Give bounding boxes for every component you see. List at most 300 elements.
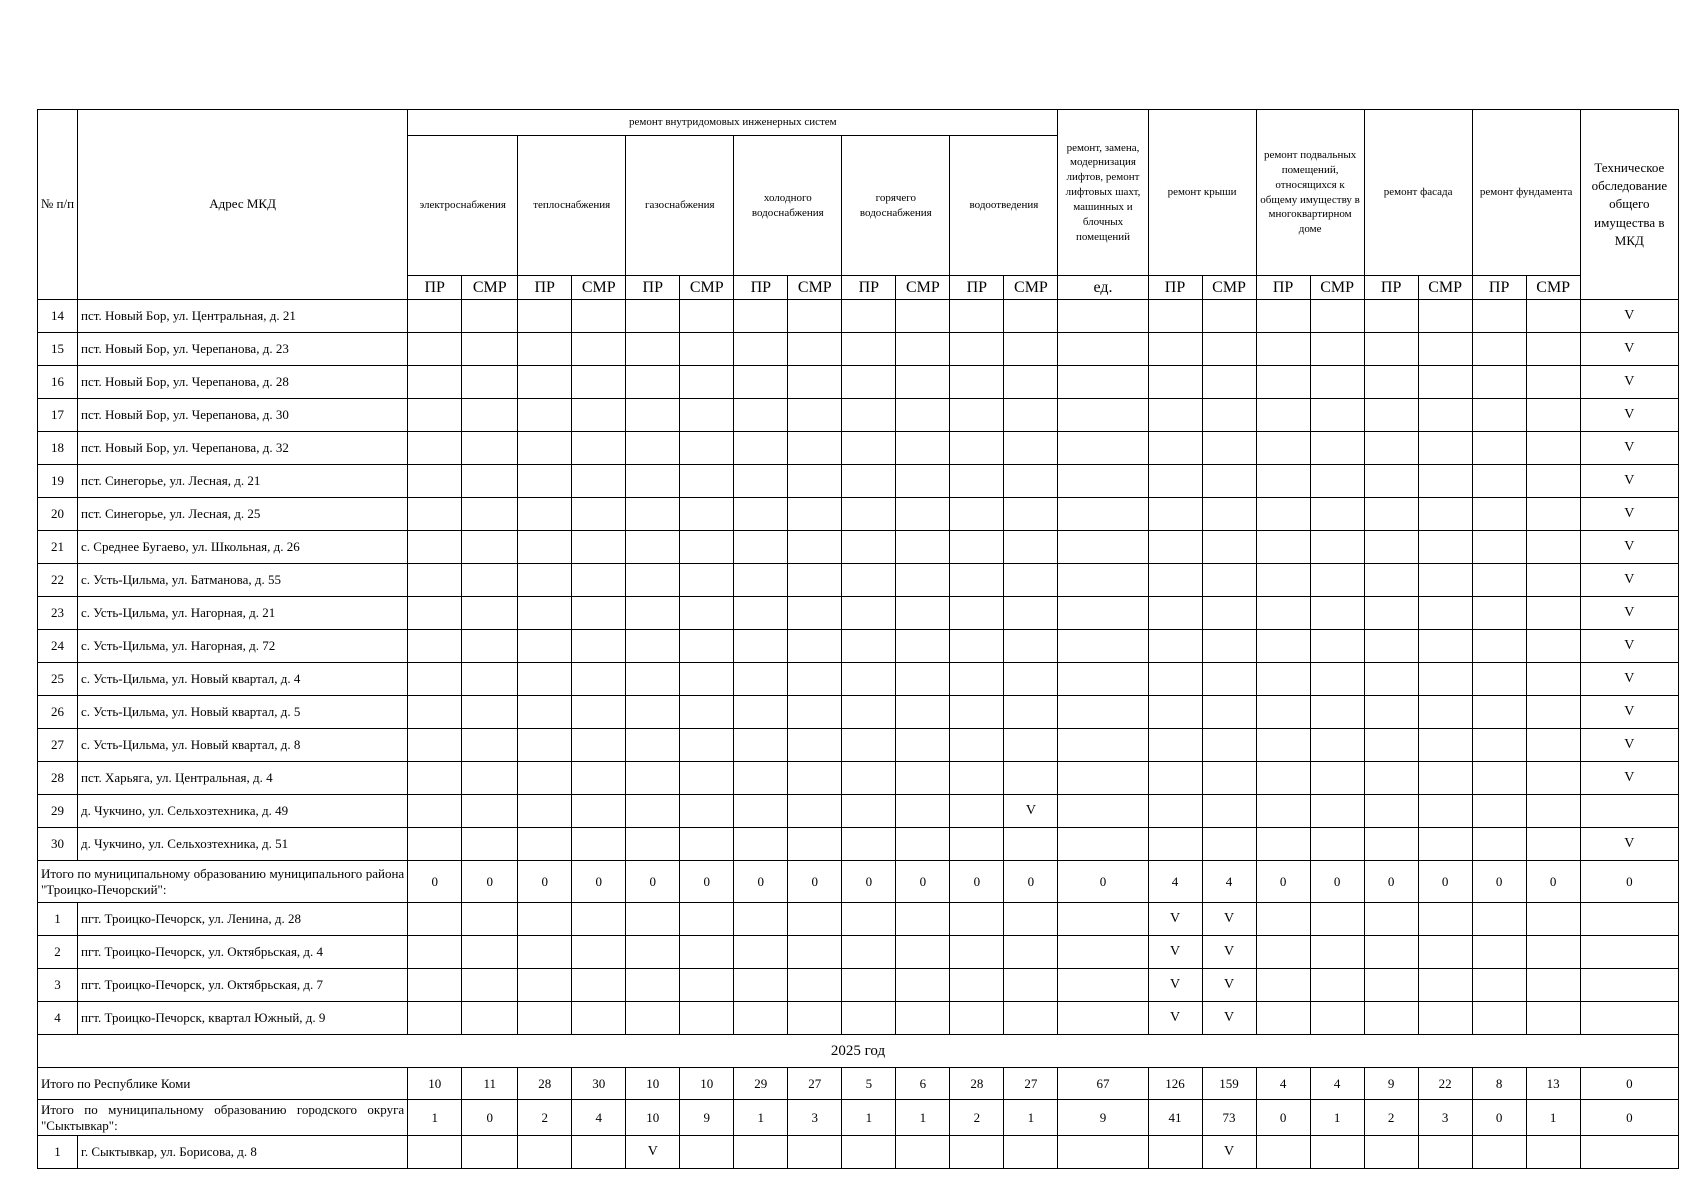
total-syktyvkar-row-value: 41 (1148, 1100, 1202, 1136)
row-cell (626, 936, 680, 969)
row-cell (626, 432, 680, 465)
row-cell (734, 333, 788, 366)
row-cell (518, 630, 572, 663)
row-cell (408, 597, 462, 630)
row-cell (1202, 531, 1256, 564)
row-cell (572, 936, 626, 969)
total-syktyvkar-row-value: 0 (1472, 1100, 1526, 1136)
row-cell (896, 729, 950, 762)
row-cell (734, 564, 788, 597)
row-cell (842, 762, 896, 795)
row-cell: V (1580, 828, 1678, 861)
row-cell (518, 333, 572, 366)
subheader-pr: ПР (950, 276, 1004, 300)
subheader-smr: СМР (1310, 276, 1364, 300)
row-cell (842, 432, 896, 465)
row-cell (734, 1136, 788, 1169)
row-cell (1526, 969, 1580, 1002)
total-troitsko-row-value: 0 (408, 861, 462, 903)
row-cell (572, 663, 626, 696)
row-cell (572, 903, 626, 936)
total-komi-row-value: 10 (626, 1068, 680, 1100)
row-cell (626, 903, 680, 936)
row-cell (896, 762, 950, 795)
row-cell (518, 1136, 572, 1169)
total-syktyvkar-row-value: 1 (734, 1100, 788, 1136)
row-cell (734, 432, 788, 465)
row-cell (1058, 366, 1148, 399)
row-cell (842, 564, 896, 597)
total-komi-row-value: 13 (1526, 1068, 1580, 1100)
row-cell (1472, 564, 1526, 597)
total-syktyvkar-row-value: 9 (680, 1100, 734, 1136)
row-cell (734, 762, 788, 795)
row-cell: V (1580, 366, 1678, 399)
row-cell: V (1580, 432, 1678, 465)
row-cell (1310, 969, 1364, 1002)
row-cell (788, 597, 842, 630)
row-cell (572, 333, 626, 366)
header-address: Адрес МКД (78, 110, 408, 300)
row-cell (842, 1002, 896, 1035)
row-cell (1256, 1136, 1310, 1169)
row-cell (896, 300, 950, 333)
row-cell (842, 597, 896, 630)
table-row (38, 597, 1679, 630)
row-cell: V (1580, 399, 1678, 432)
row-cell (1418, 663, 1472, 696)
subheader-units: ед. (1058, 276, 1148, 300)
row-cell (896, 663, 950, 696)
row-address: д. Чукчино, ул. Сельхозтехника, д. 51 (78, 828, 408, 861)
subheader-smr: СМР (896, 276, 950, 300)
row-cell (518, 564, 572, 597)
row-cell (788, 300, 842, 333)
total-komi-row-value: 5 (842, 1068, 896, 1100)
row-cell (572, 498, 626, 531)
total-troitsko-row-value: 0 (1364, 861, 1418, 903)
subheader-pr: ПР (408, 276, 462, 300)
row-cell (1472, 729, 1526, 762)
row-cell (950, 795, 1004, 828)
row-cell (572, 795, 626, 828)
row-cell (680, 903, 734, 936)
header-basement: ремонт подвальных помещений, относящихся к общему имуществу в многоквартирном доме (1256, 110, 1364, 276)
row-cell: V (1202, 969, 1256, 1002)
row-cell (462, 696, 518, 729)
row-cell (788, 399, 842, 432)
total-komi-row-value: 10 (680, 1068, 734, 1100)
row-cell (1472, 1136, 1526, 1169)
subheader-pr: ПР (734, 276, 788, 300)
row-cell (1526, 465, 1580, 498)
row-cell (1364, 366, 1418, 399)
row-cell: V (1004, 795, 1058, 828)
header-system-hot-water: горячего водоснабжения (842, 136, 950, 276)
subheader-pr: ПР (1256, 276, 1310, 300)
row-cell (680, 597, 734, 630)
row-cell (680, 828, 734, 861)
row-cell: V (626, 1136, 680, 1169)
row-cell (1472, 903, 1526, 936)
total-syktyvkar-row-value: 73 (1202, 1100, 1256, 1136)
row-cell (950, 300, 1004, 333)
table-row (38, 399, 1679, 432)
row-cell (734, 729, 788, 762)
row-number: 1 (38, 1136, 78, 1169)
total-syktyvkar-row-value: 1 (1526, 1100, 1580, 1136)
row-cell (950, 903, 1004, 936)
row-cell (1364, 300, 1418, 333)
table-body (38, 300, 1679, 1169)
row-cell (518, 300, 572, 333)
row-cell (1526, 828, 1580, 861)
subheader-pr: ПР (1364, 276, 1418, 300)
row-number: 27 (38, 729, 78, 762)
row-cell (950, 366, 1004, 399)
row-cell (842, 465, 896, 498)
row-cell (408, 696, 462, 729)
row-cell (626, 1002, 680, 1035)
row-cell (1004, 729, 1058, 762)
row-cell (1418, 969, 1472, 1002)
total-komi-row-value: 29 (734, 1068, 788, 1100)
row-address: пст. Новый Бор, ул. Черепанова, д. 28 (78, 366, 408, 399)
row-cell (462, 366, 518, 399)
row-cell (1058, 1002, 1148, 1035)
row-cell (408, 903, 462, 936)
total-komi-row-value: 30 (572, 1068, 626, 1100)
row-cell (518, 828, 572, 861)
row-cell (1310, 903, 1364, 936)
row-cell (1310, 696, 1364, 729)
row-cell (680, 969, 734, 1002)
row-cell (1472, 498, 1526, 531)
row-cell (1580, 1136, 1678, 1169)
row-cell (842, 729, 896, 762)
row-cell (1148, 465, 1202, 498)
total-syktyvkar-row-value: 1 (842, 1100, 896, 1136)
row-cell (788, 663, 842, 696)
table-row (38, 762, 1679, 795)
table-row (38, 1002, 1679, 1035)
row-cell (842, 630, 896, 663)
row-cell (1310, 795, 1364, 828)
row-cell (896, 1136, 950, 1169)
row-address: с. Усть-Цильма, ул. Нагорная, д. 72 (78, 630, 408, 663)
row-address: с. Усть-Цильма, ул. Новый квартал, д. 4 (78, 663, 408, 696)
row-cell (1256, 333, 1310, 366)
row-cell (680, 465, 734, 498)
row-cell (1310, 828, 1364, 861)
row-cell (896, 936, 950, 969)
row-cell (626, 663, 680, 696)
row-cell (842, 696, 896, 729)
row-cell (734, 300, 788, 333)
total-komi-row-value: 27 (1004, 1068, 1058, 1100)
row-cell (734, 969, 788, 1002)
row-cell (462, 531, 518, 564)
row-cell (1148, 531, 1202, 564)
row-cell (408, 969, 462, 1002)
row-cell (1004, 465, 1058, 498)
row-cell: V (1580, 498, 1678, 531)
table-row (38, 564, 1679, 597)
row-cell (626, 630, 680, 663)
row-cell (842, 333, 896, 366)
row-cell (680, 498, 734, 531)
header-system-drainage: водоотведения (950, 136, 1058, 276)
row-cell (572, 1136, 626, 1169)
total-komi-row-value: 28 (950, 1068, 1004, 1100)
row-cell: V (1580, 729, 1678, 762)
row-cell (1364, 531, 1418, 564)
row-cell (1256, 729, 1310, 762)
row-cell (1526, 432, 1580, 465)
row-cell (842, 795, 896, 828)
row-cell (1148, 762, 1202, 795)
row-cell (1310, 333, 1364, 366)
table-row (38, 300, 1679, 333)
row-cell (1148, 828, 1202, 861)
row-cell (788, 531, 842, 564)
row-cell (572, 366, 626, 399)
row-cell (1004, 531, 1058, 564)
row-cell (1256, 903, 1310, 936)
row-cell (626, 498, 680, 531)
row-address: пгт. Троицко-Печорск, ул. Ленина, д. 28 (78, 903, 408, 936)
row-cell (734, 903, 788, 936)
row-cell (1256, 795, 1310, 828)
row-cell (788, 936, 842, 969)
row-cell: V (1580, 663, 1678, 696)
row-cell (1202, 828, 1256, 861)
row-cell (1310, 564, 1364, 597)
row-cell (1202, 333, 1256, 366)
total-troitsko-row (38, 861, 1679, 903)
row-cell (734, 828, 788, 861)
row-cell (518, 1002, 572, 1035)
row-cell (1526, 795, 1580, 828)
row-cell (680, 366, 734, 399)
row-cell (1310, 729, 1364, 762)
total-troitsko-row-value: 0 (1004, 861, 1058, 903)
row-cell (896, 399, 950, 432)
row-cell (896, 597, 950, 630)
row-cell (1058, 936, 1148, 969)
row-cell (842, 969, 896, 1002)
row-cell (1004, 663, 1058, 696)
row-cell (1148, 1136, 1202, 1169)
row-cell (408, 795, 462, 828)
row-cell (1256, 828, 1310, 861)
row-address: с. Усть-Цильма, ул. Новый квартал, д. 5 (78, 696, 408, 729)
row-cell (1148, 399, 1202, 432)
row-cell (680, 663, 734, 696)
year-row (38, 1035, 1679, 1068)
total-komi-row-value: 159 (1202, 1068, 1256, 1100)
total-komi-row-value: 4 (1256, 1068, 1310, 1100)
row-cell (734, 597, 788, 630)
row-cell (1472, 432, 1526, 465)
row-cell (1418, 531, 1472, 564)
row-cell (680, 564, 734, 597)
table-row (38, 729, 1679, 762)
row-cell (896, 498, 950, 531)
row-cell: V (1148, 969, 1202, 1002)
row-address: пст. Синегорье, ул. Лесная, д. 21 (78, 465, 408, 498)
row-cell (1202, 399, 1256, 432)
repair-program-table (37, 109, 1679, 1169)
row-cell (462, 564, 518, 597)
row-cell (1058, 663, 1148, 696)
row-cell (1256, 564, 1310, 597)
row-cell (1058, 969, 1148, 1002)
row-cell (626, 969, 680, 1002)
row-cell (462, 498, 518, 531)
row-cell: V (1580, 696, 1678, 729)
row-cell (1310, 1136, 1364, 1169)
total-troitsko-row-value: 0 (518, 861, 572, 903)
row-cell (1004, 1002, 1058, 1035)
total-komi-row (38, 1068, 1679, 1100)
row-cell (462, 1002, 518, 1035)
table-row (38, 498, 1679, 531)
row-cell: V (1580, 465, 1678, 498)
row-cell (1310, 465, 1364, 498)
row-cell (1418, 432, 1472, 465)
total-komi-row-value: 0 (1580, 1068, 1678, 1100)
row-cell (518, 399, 572, 432)
row-cell (626, 333, 680, 366)
row-cell (1526, 1002, 1580, 1035)
row-cell (950, 564, 1004, 597)
row-cell (1364, 762, 1418, 795)
row-cell (896, 531, 950, 564)
row-cell (1058, 1136, 1148, 1169)
row-cell (788, 498, 842, 531)
row-cell (734, 663, 788, 696)
row-cell (734, 630, 788, 663)
row-cell (518, 936, 572, 969)
row-cell (1256, 1002, 1310, 1035)
row-cell (680, 333, 734, 366)
row-cell (1364, 1136, 1418, 1169)
row-cell (626, 795, 680, 828)
row-cell (462, 465, 518, 498)
row-cell (1004, 762, 1058, 795)
table-row (38, 969, 1679, 1002)
row-cell (462, 597, 518, 630)
row-cell (1256, 969, 1310, 1002)
row-cell: V (1202, 1136, 1256, 1169)
row-cell (1526, 531, 1580, 564)
row-cell (1364, 399, 1418, 432)
row-cell (1580, 969, 1678, 1002)
total-komi-row-value: 28 (518, 1068, 572, 1100)
row-cell (950, 432, 1004, 465)
row-cell (626, 300, 680, 333)
total-komi-row-value: 9 (1364, 1068, 1418, 1100)
total-syktyvkar-row-value: 9 (1058, 1100, 1148, 1136)
row-cell (1058, 564, 1148, 597)
row-cell (788, 795, 842, 828)
header-num: № п/п (38, 110, 78, 300)
row-number: 29 (38, 795, 78, 828)
row-cell (1526, 696, 1580, 729)
row-cell (1364, 432, 1418, 465)
row-cell (572, 432, 626, 465)
row-cell (1256, 936, 1310, 969)
total-troitsko-row-value: 4 (1202, 861, 1256, 903)
row-cell (1526, 366, 1580, 399)
row-cell (1310, 1002, 1364, 1035)
row-cell (842, 366, 896, 399)
total-syktyvkar-row-value: 3 (788, 1100, 842, 1136)
row-cell (1472, 300, 1526, 333)
table-row (38, 531, 1679, 564)
total-syktyvkar-row-value: 2 (1364, 1100, 1418, 1136)
row-cell (950, 936, 1004, 969)
header-foundation: ремонт фундамента (1472, 110, 1580, 276)
row-cell (1148, 597, 1202, 630)
row-cell (788, 333, 842, 366)
subheader-smr: СМР (1526, 276, 1580, 300)
row-cell (950, 597, 1004, 630)
total-syktyvkar-row-value: 10 (626, 1100, 680, 1136)
row-cell (1310, 936, 1364, 969)
row-cell (950, 969, 1004, 1002)
row-cell (462, 903, 518, 936)
row-cell (1058, 300, 1148, 333)
row-cell (1526, 663, 1580, 696)
total-syktyvkar-row-value: 0 (1580, 1100, 1678, 1136)
row-address: пгт. Троицко-Печорск, ул. Октябрьская, д. 7 (78, 969, 408, 1002)
row-address: г. Сыктывкар, ул. Борисова, д. 8 (78, 1136, 408, 1169)
row-cell (842, 1136, 896, 1169)
table-row (38, 936, 1679, 969)
row-cell: V (1580, 333, 1678, 366)
row-cell (1004, 1136, 1058, 1169)
total-syktyvkar-row-value: 0 (1256, 1100, 1310, 1136)
subheader-smr: СМР (1004, 276, 1058, 300)
row-number: 26 (38, 696, 78, 729)
row-cell (518, 465, 572, 498)
total-troitsko-row-value: 0 (1058, 861, 1148, 903)
row-cell (842, 498, 896, 531)
total-syktyvkar-row-value: 1 (1004, 1100, 1058, 1136)
total-troitsko-row-value: 0 (462, 861, 518, 903)
row-number: 14 (38, 300, 78, 333)
table-row (38, 828, 1679, 861)
row-cell (462, 663, 518, 696)
row-cell (842, 663, 896, 696)
row-cell (1202, 597, 1256, 630)
subheader-smr: СМР (1418, 276, 1472, 300)
row-cell (1256, 531, 1310, 564)
row-cell (408, 630, 462, 663)
row-cell (1472, 630, 1526, 663)
row-cell (1004, 936, 1058, 969)
total-troitsko-row-value: 0 (1418, 861, 1472, 903)
total-troitsko-row-value: 0 (950, 861, 1004, 903)
row-cell (896, 696, 950, 729)
row-cell (788, 903, 842, 936)
row-cell (842, 300, 896, 333)
row-number: 25 (38, 663, 78, 696)
row-cell (1256, 696, 1310, 729)
row-cell (1310, 432, 1364, 465)
